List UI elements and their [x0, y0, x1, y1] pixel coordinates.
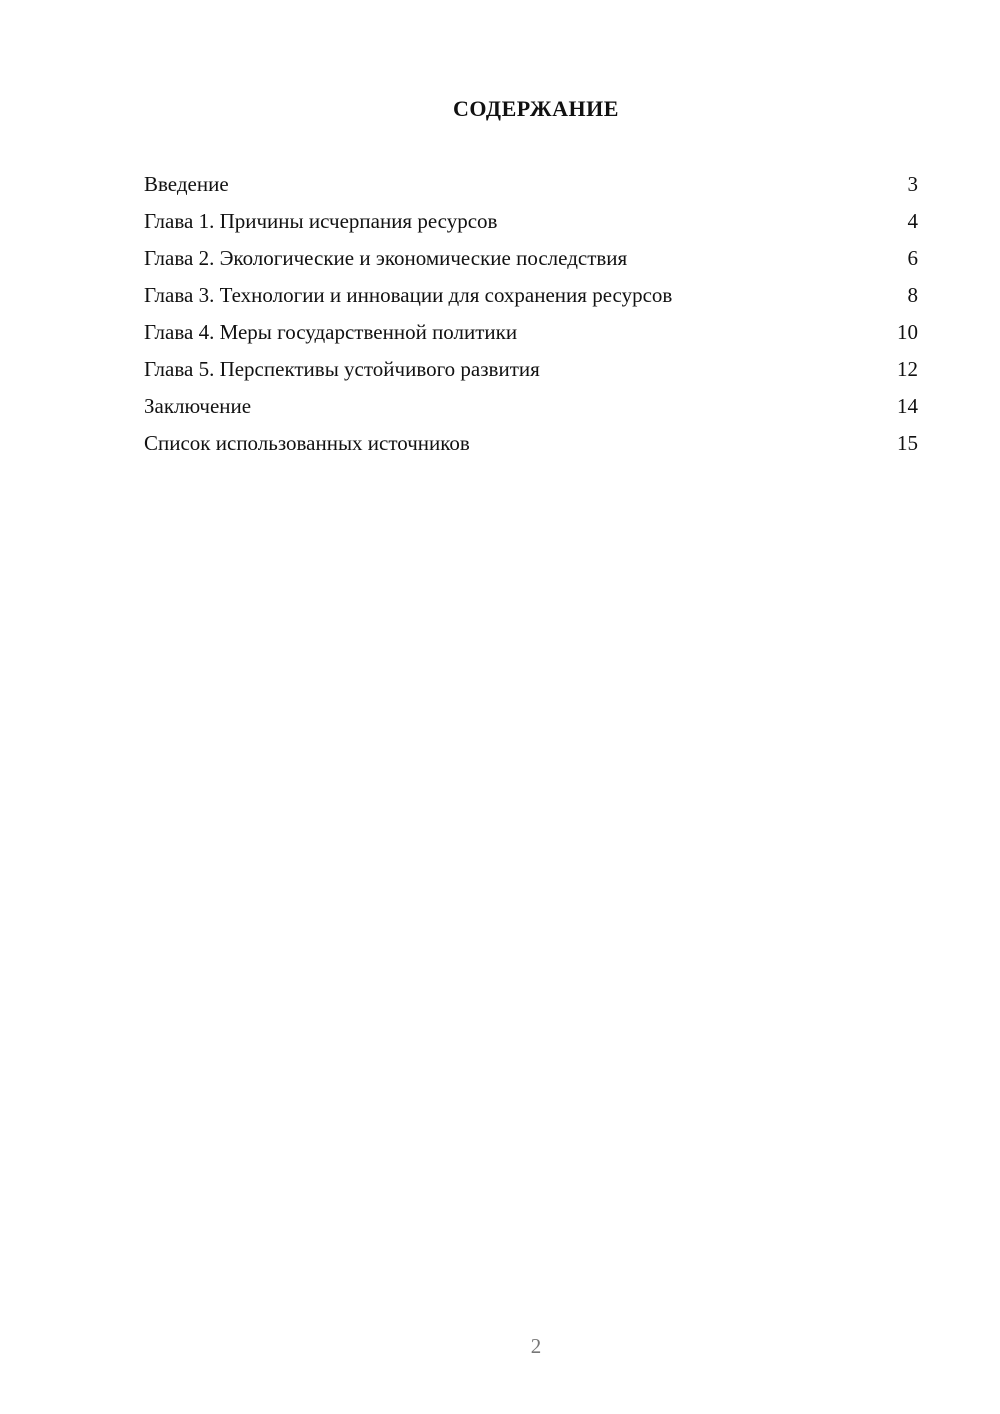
toc-entry-chapter-3[interactable]	[144, 281, 918, 318]
toc-entry-label: Глава 4. Меры государственной политики	[144, 320, 518, 344]
toc-entry-label: Глава 5. Перспективы устойчивого развития	[144, 357, 540, 381]
page-number: 2	[530, 1334, 542, 1358]
toc-entry-chapter-1[interactable]	[144, 207, 918, 244]
toc-entry-label: Глава 2. Экологические и экономические последствия	[144, 246, 628, 270]
toc-entry-introduction[interactable]	[144, 170, 918, 207]
toc-entry-references[interactable]	[144, 429, 918, 466]
toc-entry-label: Заключение	[144, 394, 252, 418]
toc-entry-page: 8	[907, 283, 918, 307]
toc-entry-page: 4	[907, 209, 918, 233]
toc-entry-page: 6	[907, 246, 918, 270]
toc-entry-label: Глава 3. Технологии и инновации для сохранения ресурсов	[144, 283, 673, 307]
toc-entry-conclusion[interactable]	[144, 392, 918, 429]
toc-entry-label: Список использованных источников	[144, 431, 470, 455]
toc-entry-label: Введение	[144, 172, 229, 196]
toc-entry-chapter-2[interactable]	[144, 244, 918, 281]
toc-entry-chapter-4[interactable]	[144, 318, 918, 355]
toc-entry-chapter-5[interactable]	[144, 355, 918, 392]
toc-entry-page: 10	[897, 320, 918, 344]
toc-entry-page: 12	[897, 357, 918, 381]
toc-entry-page: 15	[897, 431, 918, 455]
toc-entry-label: Глава 1. Причины исчерпания ресурсов	[144, 209, 498, 233]
toc-list	[144, 170, 918, 466]
toc-entry-page: 3	[907, 172, 918, 196]
toc-entry-page: 14	[897, 394, 918, 418]
toc-title: СОДЕРЖАНИЕ	[453, 96, 619, 121]
